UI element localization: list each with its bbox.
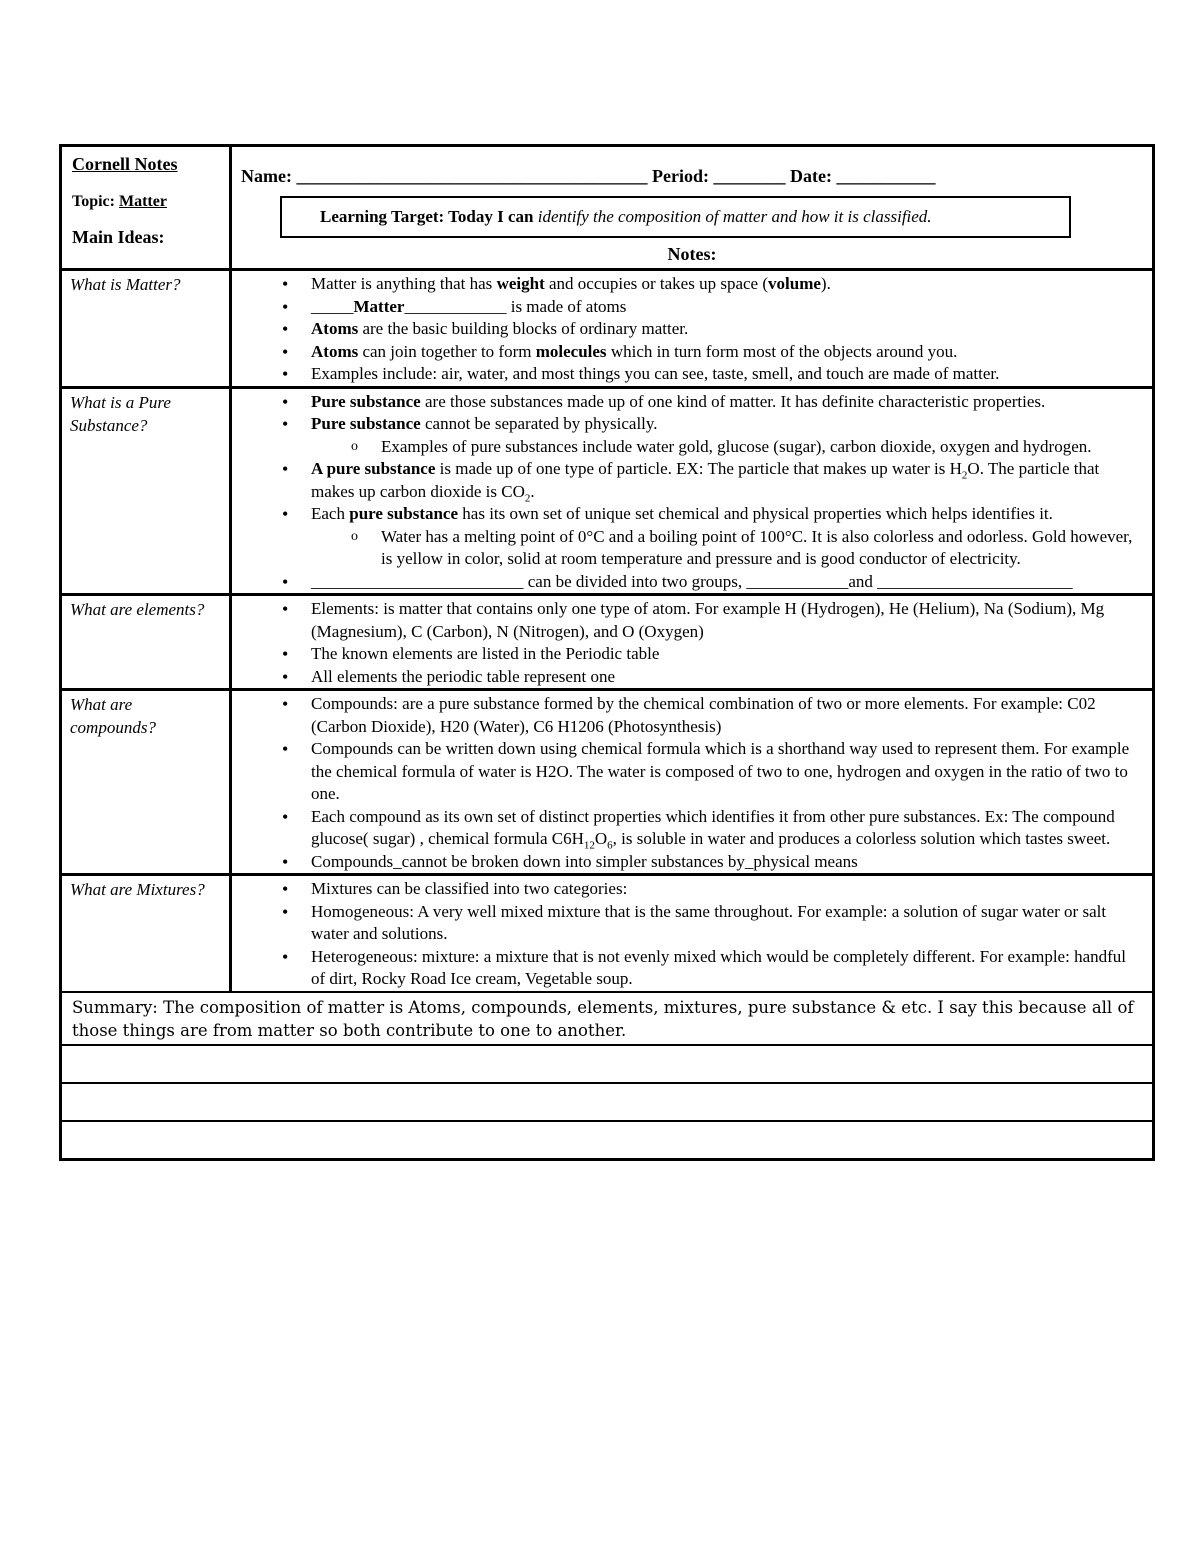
topic-value: Matter [118, 193, 167, 210]
list-item: • Each pure substance has its own set of unique set chemical and physical properties which helps identifies it. [240, 503, 1144, 526]
list-item: • Pure substance cannot be separated by physically. [240, 413, 1144, 436]
summary-blank-line[interactable] [62, 1084, 1152, 1122]
list-item: • All elements the periodic table represent one [240, 666, 1144, 689]
list-item: • Each compound as its own set of distinct properties which identifies it from other pure substances. Ex: The compound glucose( sugar) , chemical formula $C6H_{12}O_6$, is soluble in water and produces a colorless solution which tastes sweet. [240, 806, 1144, 851]
list-item: • Compounds can be written down using chemical formula which is a shorthand way used to represent them. For example the chemical formula of water is H2O. The water is composed of two to one, hydrogen and oxygen in the ratio of two to one. [240, 738, 1144, 806]
question-pure-substance: What is a Pure Substance? [62, 389, 232, 594]
section-compounds [62, 691, 1152, 876]
learning-target-lead: Learning Target: Today I can [320, 207, 534, 226]
list-item: • Mixtures can be classified into two categories: [240, 878, 1144, 901]
notes-matter [232, 271, 1152, 386]
notes-mixtures [232, 876, 1152, 991]
list-item: • Atoms can join together to form molecules which in turn form most of the objects around you. [240, 341, 1144, 364]
header-right [232, 147, 1152, 268]
list-item: • The known elements are listed in the Periodic table [240, 643, 1144, 666]
list-item: • Matter is anything that has weight and occupies or takes up space (volume). [240, 273, 1144, 296]
notes-heading: Notes: [667, 244, 717, 264]
list-item: • Atoms are the basic building blocks of ordinary matter. [240, 318, 1144, 341]
topic-label: Topic: [72, 193, 115, 210]
question-elements: What are elements? [62, 596, 232, 688]
cornell-notes-sheet [59, 144, 1155, 1161]
notes-compounds [232, 691, 1152, 873]
section-pure-substance [62, 389, 1152, 597]
notes-pure-substance [232, 389, 1152, 594]
section-mixtures [62, 876, 1152, 993]
fill-in-blank-item: • _________________________ can be divided into two groups, ____________and _______________________ [240, 571, 1144, 594]
header-left [62, 147, 232, 268]
notes-elements [232, 596, 1152, 688]
list-item: • Homogeneous: A very well mixed mixture that is the same throughout. For example: a solution of sugar water or salt water and solutions. [240, 901, 1144, 946]
summary-blank-line[interactable] [62, 1046, 1152, 1084]
list-item: • Elements: is matter that contains only one type of atom. For example H (Hydrogen), He (Helium), Na (Sodium), Mg (Magnesium), C (Carbon), N (Nitrogen), and O (Oxygen) [240, 598, 1144, 643]
summary-box[interactable]: Summary: The composition of matter is Atoms, compounds, elements, mixtures, pure substance & etc. I say this because all of those things are from matter so both contribute to one to another. [62, 993, 1152, 1046]
period-field[interactable]: ________ [713, 166, 786, 186]
name-period-date-line [241, 165, 935, 188]
list-item: • _____Matter____________ is made of atoms [240, 296, 1144, 319]
list-item: • Pure substance are those substances made up of one kind of matter. It has definite characteristic properties. [240, 391, 1144, 414]
summary-blank-line[interactable] [62, 1122, 1152, 1158]
period-label: Period: [651, 166, 709, 186]
notes-title: Cornell Notes [72, 154, 178, 174]
topic-line [72, 191, 219, 213]
list-item: • Examples include: air, water, and most things you can see, taste, smell, and touch are made of matter. [240, 363, 1144, 386]
date-label: Date: [789, 166, 832, 186]
list-item: • Heterogeneous: mixture: a mixture that is not evenly mixed which would be completely different. For example: handful of dirt, Rocky Road Ice cream, Vegetable soup. [240, 946, 1144, 991]
name-label: Name: [241, 166, 292, 186]
section-elements [62, 596, 1152, 691]
list-item: • Compounds_cannot be broken down into simpler substances by_physical means [240, 851, 1144, 874]
name-field[interactable]: _______________________________________ [296, 166, 648, 186]
section-matter [62, 271, 1152, 389]
sub-list-item: o Examples of pure substances include water gold, glucose (sugar), carbon dioxide, oxygen and hydrogen. [240, 436, 1144, 459]
learning-target-box [280, 196, 1071, 238]
list-item: • Compounds: are a pure substance formed by the chemical combination of two or more elements. For example: C02 (Carbon Dioxide), H20 (Water), C6 H1206 (Photosynthesis) [240, 693, 1144, 738]
question-matter: What is Matter? [62, 271, 232, 386]
sub-list-item: o Water has a melting point of 0°C and a boiling point of 100°C. It is also colorless and odorless. Gold however, is yellow in color, solid at room temperature and pressure and is good conductor of electricity. [240, 526, 1144, 571]
main-ideas-label: Main Ideas: [72, 227, 165, 247]
header-row [62, 147, 1152, 271]
date-field[interactable]: ___________ [836, 166, 936, 186]
list-item: • A pure substance is made up of one type of particle. EX: The particle that makes up water is $H_2O$. The particle that makes up carbon dioxide is $CO_2$. [240, 458, 1144, 503]
question-mixtures: What are Mixtures? [62, 876, 232, 991]
learning-target-text: identify the composition of matter and how it is classified. [537, 207, 932, 226]
question-compounds: What are compounds? [62, 691, 232, 873]
